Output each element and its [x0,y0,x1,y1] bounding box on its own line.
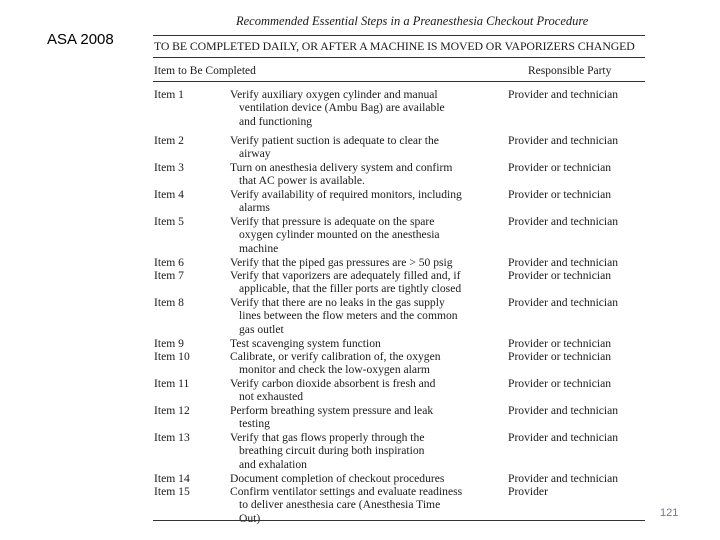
responsible-party: Provider or technician [508,188,612,201]
item-description [230,337,500,350]
item-description [230,256,500,269]
item-description [230,485,500,525]
document-title: Recommended Essential Steps in a Preanesthesia Checkout Procedure [236,14,589,28]
responsible-party: Provider or technician [508,337,612,350]
item-description [230,161,500,188]
description-line: Verify patient suction is adequate to clear the [230,134,439,147]
description-line: Verify that gas flows properly through the [230,431,425,444]
item-description [230,296,500,336]
responsible-party: Provider or technician [508,161,612,174]
item-description [230,350,500,377]
responsible-party: Provider [508,485,548,498]
item-number: Item 2 [154,134,184,147]
item-number: Item 8 [154,296,184,309]
column-header-item: Item to Be Completed [154,65,256,77]
item-number: Item 11 [154,377,190,390]
description-line: Calibrate, or verify calibration of, the oxygen [230,350,441,363]
responsible-party: Provider or technician [508,269,612,282]
slide-label: ASA 2008 [47,31,114,48]
item-number: Item 12 [154,404,190,417]
column-header-party: Responsible Party [528,65,612,77]
item-description [230,377,500,404]
item-number: Item 13 [154,431,190,444]
responsible-party: Provider or technician [508,350,612,363]
item-number: Item 7 [154,269,184,282]
divider [153,57,645,58]
responsible-party: Provider and technician [508,215,619,228]
description-line: Verify that pressure is adequate on the spare [230,215,435,228]
description-line: oxygen cylinder mounted on the anesthesia [239,228,440,242]
description-line: that AC power is available. [239,174,365,188]
item-number: Item 10 [154,350,190,363]
responsible-party: Provider and technician [508,256,619,269]
item-description [230,269,500,296]
description-line: Verify availability of required monitors, including [230,188,462,201]
responsible-party: Provider or technician [508,377,612,390]
item-number: Item 15 [154,485,190,498]
divider [153,81,645,82]
item-number: Item 6 [154,256,184,269]
description-line: applicable, that the filler ports are tightly closed [239,282,462,296]
description-line: monitor and check the low-oxygen alarm [239,363,430,377]
responsible-party: Provider and technician [508,88,619,101]
description-line: and exhalation [239,457,307,471]
item-description [230,134,500,161]
item-number: Item 1 [154,88,184,101]
description-line: Verify that vaporizers are adequately filled and, if [230,269,461,282]
item-number: Item 5 [154,215,184,228]
description-line: alarms [239,201,270,215]
description-line: to deliver anesthesia care (Anesthesia Time [239,498,441,512]
description-line: Verify auxiliary oxygen cylinder and manual [230,88,438,101]
item-description [230,431,500,471]
description-line: Confirm ventilator settings and evaluate readiness [230,485,463,498]
description-line: and functioning [239,114,313,128]
item-description [230,188,500,215]
item-description [230,88,500,128]
description-line: Verify that there are no leaks in the gas supply [230,296,445,309]
description-line: Turn on anesthesia delivery system and confirm [230,161,453,174]
description-line: lines between the flow meters and the common [239,309,458,323]
description-line: breathing circuit during both inspiration [239,444,425,458]
description-line: Test scavenging system function [230,337,381,350]
item-number: Item 4 [154,188,184,201]
responsible-party: Provider and technician [508,134,619,147]
responsible-party: Provider and technician [508,296,619,309]
description-line: airway [239,147,271,161]
description-line: gas outlet [239,322,284,336]
description-line: testing [239,417,270,431]
item-description [230,404,500,431]
description-line: ventilation device (Ambu Bag) are available [239,101,445,115]
item-number: Item 3 [154,161,184,174]
document-subtitle: TO BE COMPLETED DAILY, OR AFTER A MACHINE IS MOVED OR VAPORIZERS CHANGED [154,39,635,53]
responsible-party: Provider and technician [508,472,619,485]
responsible-party: Provider and technician [508,431,619,444]
responsible-party: Provider and technician [508,404,619,417]
page-number: 121 [660,507,679,519]
description-line: Perform breathing system pressure and leak [230,404,434,417]
divider [153,520,645,521]
item-number: Item 9 [154,337,184,350]
description-line: Verify that the piped gas pressures are > 50 psig [230,256,453,269]
divider [153,35,645,36]
description-line: machine [239,241,279,255]
description-line: Out) [239,511,261,525]
description-line: Verify carbon dioxide absorbent is fresh and [230,377,436,390]
checkout-procedure-table [150,10,646,525]
item-description [230,472,500,485]
item-description [230,215,500,255]
description-line: Document completion of checkout procedures [230,472,445,485]
description-line: not exhausted [239,390,304,404]
item-number: Item 14 [154,472,190,485]
